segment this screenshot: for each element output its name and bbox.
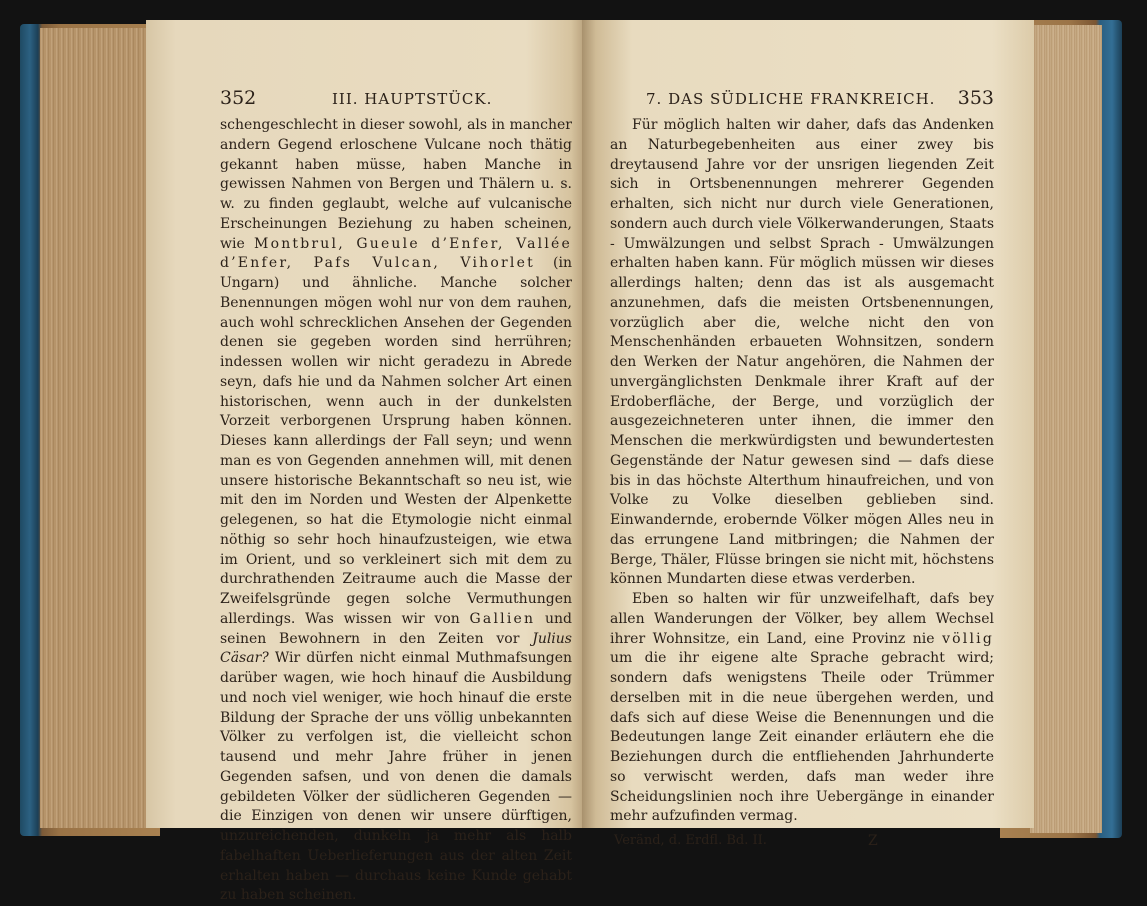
text-segment: Eben so halten wir für unzweifelhaft, dafs bey allen Wanderungen der Völker, bey allem Wechsel ihrer Wohnsitze, ein Land, eine Provinz nie <box>610 591 994 647</box>
place-names: Montbrul, Gueule d’Enfer, Vallée d’Enfer, Pafs Vulcan, Vihorlet <box>220 235 573 272</box>
left-page <box>146 20 586 904</box>
left-page-body <box>220 116 572 906</box>
page-number-left: 352 <box>220 87 257 109</box>
page-edges-left <box>40 28 150 828</box>
signature-line: Veränd, d. Erdfl. Bd. II. <box>614 833 767 848</box>
right-page <box>582 20 1034 849</box>
text-segment: Wir dürfen nicht einmal Muthmafsungen darüber wagen, wie hoch hinauf die Ausbildung und noch viel weniger, wie hoch hinauf die erste Bildung der Sprache der uns völlig unbekannten Völker zu verfolgen ist, die vielleicht schon tausend und mehr Jahre früher in jenen Gegenden safsen, und von denen die damals gebildeten Völker der südlicheren Gegenden — die Einzigen von denen wir unsere dürftigen, unzureichenden, dunkeln ja mehr als halb fabelhaften Ueberlieferungen aus der alten Zeit erhalten haben — durchaus keine Kunde gehabt zu haben scheinen. <box>220 650 572 904</box>
text-segment: schengeschlecht in dieser sowohl, als in mancher andern Gegend erloschene Vulcane noch thätig gekannt haben müsse, haben Manche in gewissen Nahmen von Bergen und Thälern u. s. w. zu finden geglaubt, welche auf vulcanische Erscheinungen Beziehung zu haben scheinen, wie <box>220 117 572 252</box>
right-page-body <box>610 116 994 827</box>
left-page-header <box>220 87 572 116</box>
text-segment: und seinen Bewohnern in den Zeiten vor <box>220 610 572 647</box>
caesar-name: Julius Cäsar? <box>220 630 572 667</box>
running-head-right: 7. DAS SÜDLICHE FRANKREICH. <box>646 90 936 108</box>
page-footer <box>610 833 994 853</box>
running-head-left: III. HAUPTSTÜCK. <box>332 90 493 108</box>
page-number-right: 353 <box>957 87 994 109</box>
left-paragraph <box>220 116 572 906</box>
text-segment: (in Ungarn) und ähnliche. Manche solcher Benennungen mögen wohl nur von dem rauhen, auch wohl schrecklichen Ansehen der Gegenden denen sie gegeben worden sind herrühren; indessen wollen wir nicht geradezu in Abrede seyn, dafs hie und da Nahmen solcher Art einen historischen, wenn auch in der dunkelsten Vorzeit verborgenen Ursprung haben können. Dieses kann allerdings der Fall seyn; und wenn man es von Gegenden annehmen will, mit denen unsere historische Bekanntschaft so neu ist, wie mit den im Norden und Westen der Alpenkette gelegenen, so hat die Etymologie nicht einmal nöthig so sehr hoch hinaufzusteigen, wie etwa im Orient, und so verkleinert sich mit dem zu durchrathenden Zeitraume auch die Masse der Zweifelsgründe gegen solche Vermuthungen allerdings. Was wissen wir von <box>220 255 573 627</box>
signature-mark: Z <box>868 833 878 849</box>
text-segment: um die ihr eigene alte Sprache gebracht wird; sondern dafs wenigstens Theile oder Trümmer derselben mit in die neue übergehen werden, und dafs sich auf diese Weise die Benennungen und die Bedeutungen lange Zeit einander erläutern ehe die Beziehungen durch die entfliehenden Jahrhunderte so verwischt werden, dafs man weder ihre Scheidungslinien noch ihre Uebergänge in einander mehr aufzufinden vermag. <box>610 650 994 825</box>
voellig-emphasis: völlig <box>942 630 994 647</box>
right-paragraph-2 <box>610 590 994 827</box>
gallien-name: Gallien <box>469 610 536 627</box>
page-edges-right <box>1030 25 1102 833</box>
right-page-header <box>610 87 994 116</box>
right-paragraph-1: Für möglich halten wir daher, dafs das Andenken an Naturbegebenheiten aus einer zwey bis dreytausend Jahre vor der unsrigen liegenden Zeit sich in Ortsbenennungen mehrerer Gegenden erhalten, sich nicht nur durch viele Generationen, sondern auch durch viele Völkerwanderungen, Staats - Umwälzungen und selbst Sprach - Umwälzungen erhalten haben kann. Für möglich müssen wir dieses allerdings halten; denn das ist als ausgemacht anzunehmen, dafs die meisten Ortsbenennungen, vorzüglich aber die, welche nicht den von Menschenhänden erbaueten Wohnsitzen, sondern den Werken der Natur angehören, die Nahmen der unvergänglichsten Denkmale ihrer Kraft auf der Erdoberfläche, der Berge, und vorzüglich der ausgezeichneteren unter ihnen, die immer den Menschen die merkwürdigsten und bewundertesten Gegenstände der Natur gewesen sind — dafs diese bis in das höchste Alterthum hinaufreichen, und von Volke zu Volke dieselben geblieben sind. Einwandernde, erobernde Völker mögen Alles neu in das errungene Land mitbringen; die Nahmen der Berge, Thäler, Flüsse bringen sie nicht mit, höchstens können Mundarten diese etwas verderben. <box>610 117 994 588</box>
